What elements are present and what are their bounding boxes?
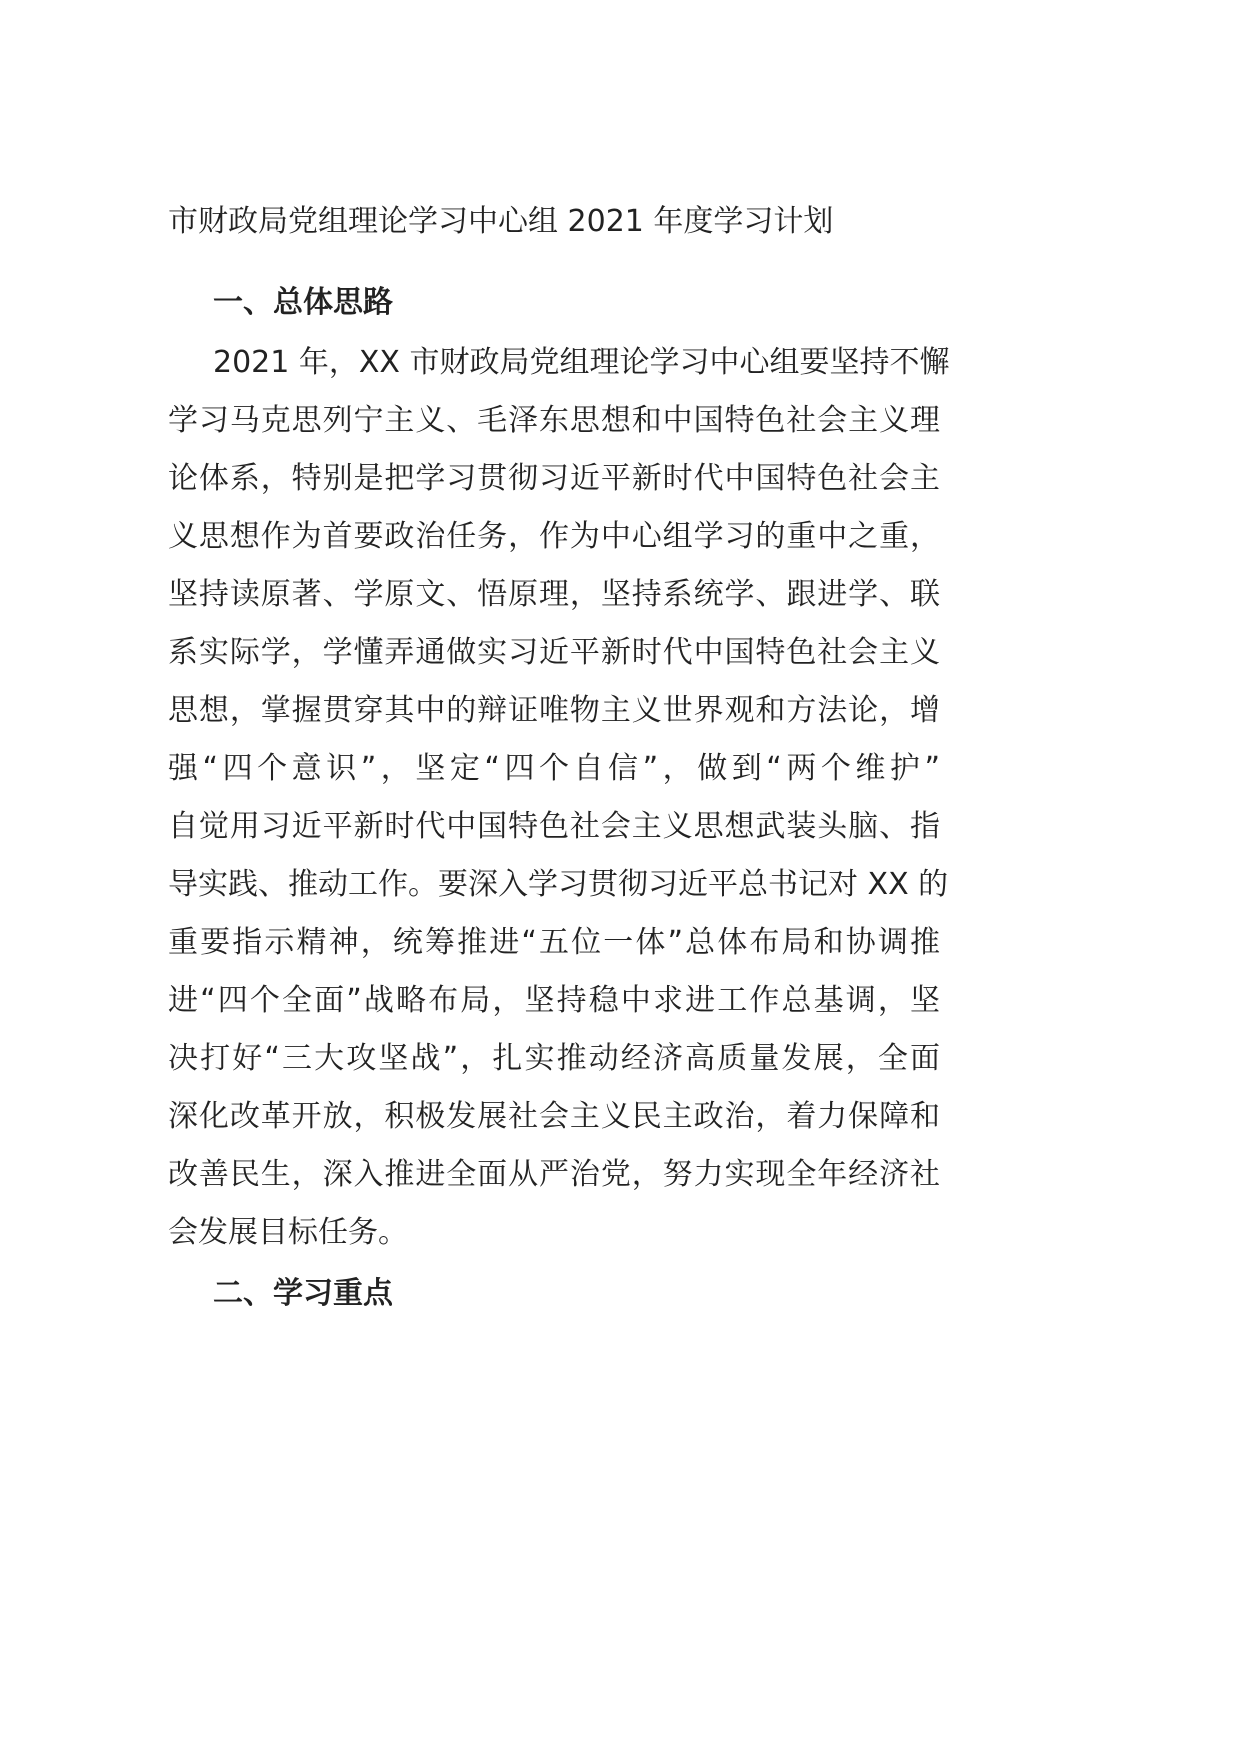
paragraph-line: 系实际学，学懂弄通做实习近平新时代中国特色社会主义 bbox=[168, 635, 940, 670]
paragraph-line: 2021 年，XX 市财政局党组理论学习中心组要坚持不懈 bbox=[213, 345, 950, 380]
paragraph-line: 导实践、推动工作。要深入学习贯彻习近平总书记对 XX 的 bbox=[168, 867, 949, 902]
section-heading-study-focus: 二、学习重点 bbox=[213, 1276, 393, 1311]
paragraph-line: 自觉用习近平新时代中国特色社会主义思想武装头脑、指 bbox=[168, 809, 940, 844]
paragraph-line: 义思想作为首要政治任务，作为中心组学习的重中之重， bbox=[168, 519, 940, 554]
paragraph-line: 会发展目标任务。 bbox=[168, 1215, 408, 1250]
paragraph-line: 进“四个全面”战略布局，坚持稳中求进工作总基调，坚 bbox=[168, 983, 940, 1018]
section-heading-overall-approach: 一、总体思路 bbox=[213, 285, 393, 320]
paragraph-line: 坚持读原著、学原文、悟原理，坚持系统学、跟进学、联 bbox=[168, 577, 940, 612]
paragraph-line: 重要指示精神，统筹推进“五位一体”总体布局和协调推 bbox=[168, 925, 940, 960]
paragraph-line: 深化改革开放，积极发展社会主义民主政治，着力保障和 bbox=[168, 1099, 940, 1134]
paragraph-line: 强“四个意识”，坚定“四个自信”，做到“两个维护” bbox=[168, 751, 940, 786]
section-body-overall-approach bbox=[168, 334, 950, 1262]
paragraph-line: 思想，掌握贯穿其中的辩证唯物主义世界观和方法论，增 bbox=[168, 693, 940, 728]
paragraph-line: 论体系，特别是把学习贯彻习近平新时代中国特色社会主 bbox=[168, 461, 940, 496]
paragraph-line: 改善民生，深入推进全面从严治党，努力实现全年经济社 bbox=[168, 1157, 940, 1192]
paragraph-line: 学习马克思列宁主义、毛泽东思想和中国特色社会主义理 bbox=[168, 403, 940, 438]
document-title: 市财政局党组理论学习中心组 2021 年度学习计划 bbox=[168, 204, 834, 239]
paragraph-line: 决打好“三大攻坚战”，扎实推动经济高质量发展，全面 bbox=[168, 1041, 940, 1076]
